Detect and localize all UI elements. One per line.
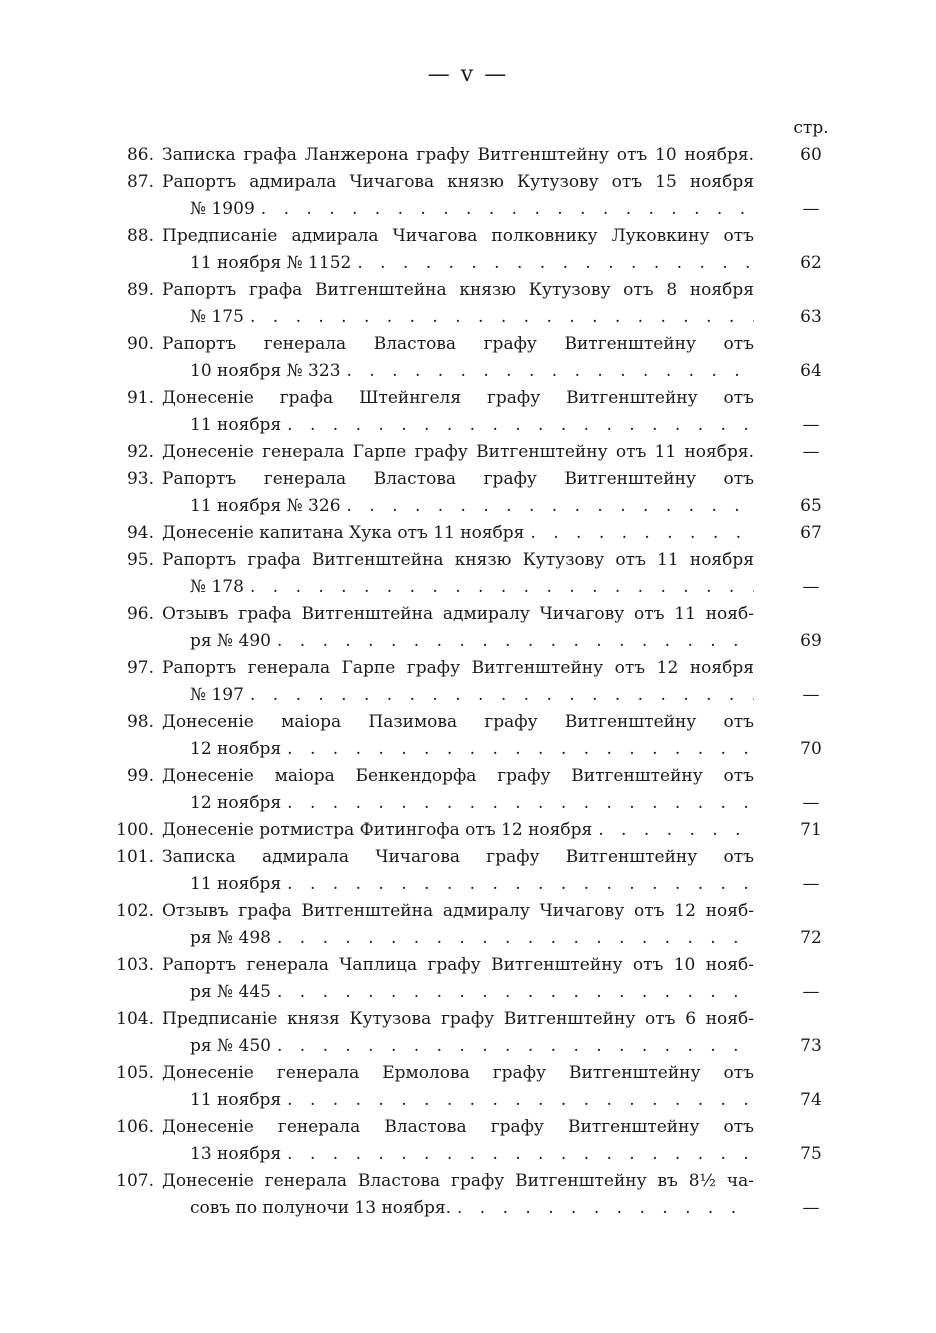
toc-entry-91 <box>0 385 936 439</box>
dot-leader <box>277 979 754 1006</box>
toc-entry-107 <box>0 1168 936 1222</box>
dot-leader <box>250 304 754 331</box>
entry-title-cont: № 1909 . . . <box>190 196 754 223</box>
toc-entry-89 <box>0 277 936 331</box>
toc-entry-106 <box>0 1114 936 1168</box>
entry-number: 93. <box>126 469 154 489</box>
toc-list <box>0 142 936 1222</box>
toc-entry-95 <box>0 547 936 601</box>
entry-number: 101. <box>116 847 154 867</box>
toc-entry-100 <box>0 817 936 844</box>
toc-entry-97 <box>0 655 936 709</box>
entry-title-cont: ря № 498 . . . <box>190 925 754 952</box>
toc-entry-90 <box>0 331 936 385</box>
entry-title: Предписаніе адмирала Чичагова полковнику Луковкину отъ <box>162 226 754 246</box>
entry-page: 64 <box>800 361 822 381</box>
dot-leader <box>287 871 754 898</box>
entry-number: 105. <box>116 1063 154 1083</box>
entry-number: 94. <box>126 523 154 543</box>
entry-title: Рапортъ генерала Чаплица графу Витгенштейну отъ 10 нояб- <box>162 955 754 975</box>
dot-leader <box>277 1033 754 1060</box>
entry-title: Записка адмирала Чичагова графу Витгенштейну отъ <box>162 847 754 867</box>
entry-page: 70 <box>800 739 822 759</box>
entry-title-cont: № 175 . . . <box>190 304 754 331</box>
entry-title: Донесеніе генерала Гарпе графу Витгенштейну отъ 11 ноября. <box>162 442 754 462</box>
entry-number: 90. <box>126 334 154 354</box>
entry-number: 88. <box>126 226 154 246</box>
toc-entry-92 <box>0 439 936 466</box>
entry-number: 86. <box>126 145 154 165</box>
entry-number: 106. <box>116 1117 154 1137</box>
toc-entry-88 <box>0 223 936 277</box>
entry-page: — <box>802 577 820 597</box>
toc-entry-96 <box>0 601 936 655</box>
entry-title: Рапортъ генерала Властова графу Витгенштейну отъ <box>162 469 754 489</box>
entry-title: Донесеніе генерала Властова графу Витгенштейну въ 8½ ча- <box>162 1171 754 1191</box>
dot-leader <box>277 628 754 655</box>
entry-page: 67 <box>800 523 822 543</box>
entry-number: 92. <box>126 442 154 462</box>
entry-page: 60 <box>800 145 822 165</box>
entry-page: — <box>802 982 820 1002</box>
entry-page: 62 <box>800 253 822 273</box>
entry-title: Донесеніе генерала Ермолова графу Витгенштейну отъ <box>162 1063 754 1083</box>
entry-title-cont: 12 ноября . . . <box>190 790 754 817</box>
dot-leader <box>277 925 754 952</box>
entry-title: Рапортъ генерала Гарпе графу Витгенштейну отъ 12 ноября <box>162 658 754 678</box>
toc-entry-86 <box>0 142 936 169</box>
entry-page: 71 <box>800 820 822 840</box>
dot-leader <box>530 520 754 547</box>
entry-number: 96. <box>126 604 154 624</box>
dot-leader <box>357 250 754 277</box>
entry-page: — <box>802 874 820 894</box>
entry-title-cont: 11 ноября № 326 . . . <box>190 493 754 520</box>
entry-number: 95. <box>126 550 154 570</box>
entry-title: Донесеніе графа Штейнгеля графу Витгенштейну отъ <box>162 388 754 408</box>
entry-title-cont: № 197 . . . <box>190 682 754 709</box>
entry-number: 87. <box>126 172 154 192</box>
entry-page: 69 <box>800 631 822 651</box>
entry-title-cont: 12 ноября . . . <box>190 736 754 763</box>
dot-leader <box>261 196 754 223</box>
dot-leader <box>457 1195 754 1222</box>
dot-leader <box>347 493 754 520</box>
entry-page: 74 <box>800 1090 822 1110</box>
page-header: — v — <box>427 62 509 87</box>
entry-title-cont: совъ по полуночи 13 ноября. . . . <box>190 1195 754 1222</box>
dot-leader <box>287 412 754 439</box>
entry-page: — <box>802 685 820 705</box>
entry-title-cont: 10 ноября № 323 . . . <box>190 358 754 385</box>
entry-number: 104. <box>116 1009 154 1029</box>
entry-page: — <box>802 442 820 462</box>
toc-entry-101 <box>0 844 936 898</box>
dot-leader <box>598 817 754 844</box>
entry-title: Донесеніе маіора Пазимова графу Витгенштейну отъ <box>162 712 754 732</box>
toc-entry-99 <box>0 763 936 817</box>
entry-title: Донесеніе маіора Бенкендорфа графу Витгенштейну отъ <box>162 766 754 786</box>
entry-number: 102. <box>116 901 154 921</box>
dot-leader <box>287 736 754 763</box>
entry-title: Донесеніе ротмистра Фитингофа отъ 12 ноября . . . <box>162 817 754 844</box>
dot-leader <box>250 682 754 709</box>
entry-page: — <box>802 793 820 813</box>
entry-title: Рапортъ адмирала Чичагова князю Кутузову отъ 15 ноября <box>162 172 754 192</box>
entry-title: Записка графа Ланжерона графу Витгенштейну отъ 10 ноября. <box>162 145 754 165</box>
entry-title: Отзывъ графа Витгенштейна адмиралу Чичагову отъ 11 нояб- <box>162 604 754 624</box>
entry-title-cont: 11 ноября № 1152 . . . <box>190 250 754 277</box>
toc-entry-104 <box>0 1006 936 1060</box>
entry-title: Рапортъ графа Витгенштейна князю Кутузову отъ 11 ноября <box>162 550 754 570</box>
entry-title: Рапортъ графа Витгенштейна князю Кутузову отъ 8 ноября <box>162 280 754 300</box>
dot-leader <box>347 358 754 385</box>
entry-title-cont: 13 ноября . . . <box>190 1141 754 1168</box>
dot-leader <box>287 1141 754 1168</box>
entry-title-cont: 11 ноября . . . <box>190 871 754 898</box>
entry-page: 75 <box>800 1144 822 1164</box>
page-column-label: стр. <box>793 118 829 138</box>
entry-title-cont: 11 ноября . . . <box>190 412 754 439</box>
entry-number: 89. <box>126 280 154 300</box>
toc-entry-94 <box>0 520 936 547</box>
toc-entry-93 <box>0 466 936 520</box>
toc-entry-87 <box>0 169 936 223</box>
toc-entry-98 <box>0 709 936 763</box>
dot-leader <box>287 790 754 817</box>
entry-number: 100. <box>116 820 154 840</box>
entry-title-cont: 11 ноября . . . <box>190 1087 754 1114</box>
entry-number: 98. <box>126 712 154 732</box>
entry-title: Отзывъ графа Витгенштейна адмиралу Чичагову отъ 12 нояб- <box>162 901 754 921</box>
entry-page: — <box>802 199 820 219</box>
entry-title: Донесеніе генерала Властова графу Витгенштейну отъ <box>162 1117 754 1137</box>
entry-title-cont: ря № 490 . . . <box>190 628 754 655</box>
entry-number: 97. <box>126 658 154 678</box>
dot-leader <box>287 1087 754 1114</box>
entry-number: 103. <box>116 955 154 975</box>
entry-page: 63 <box>800 307 822 327</box>
entry-title: Рапортъ генерала Властова графу Витгенштейну отъ <box>162 334 754 354</box>
entry-page: 73 <box>800 1036 822 1056</box>
entry-title: Донесеніе капитана Хука отъ 11 ноября . . . <box>162 520 754 547</box>
entry-number: 91. <box>126 388 154 408</box>
entry-page: 65 <box>800 496 822 516</box>
entry-title: Предписаніе князя Кутузова графу Витгенштейну отъ 6 нояб- <box>162 1009 754 1029</box>
entry-page: 72 <box>800 928 822 948</box>
toc-entry-103 <box>0 952 936 1006</box>
entry-title-cont: ря № 445 . . . <box>190 979 754 1006</box>
entry-number: 99. <box>126 766 154 786</box>
toc-entry-105 <box>0 1060 936 1114</box>
dot-leader <box>250 574 754 601</box>
entry-title-cont: ря № 450 . . . <box>190 1033 754 1060</box>
entry-page: — <box>802 415 820 435</box>
entry-page: — <box>802 1198 820 1218</box>
toc-entry-102 <box>0 898 936 952</box>
entry-title-cont: № 178 . . . <box>190 574 754 601</box>
entry-number: 107. <box>116 1171 154 1191</box>
